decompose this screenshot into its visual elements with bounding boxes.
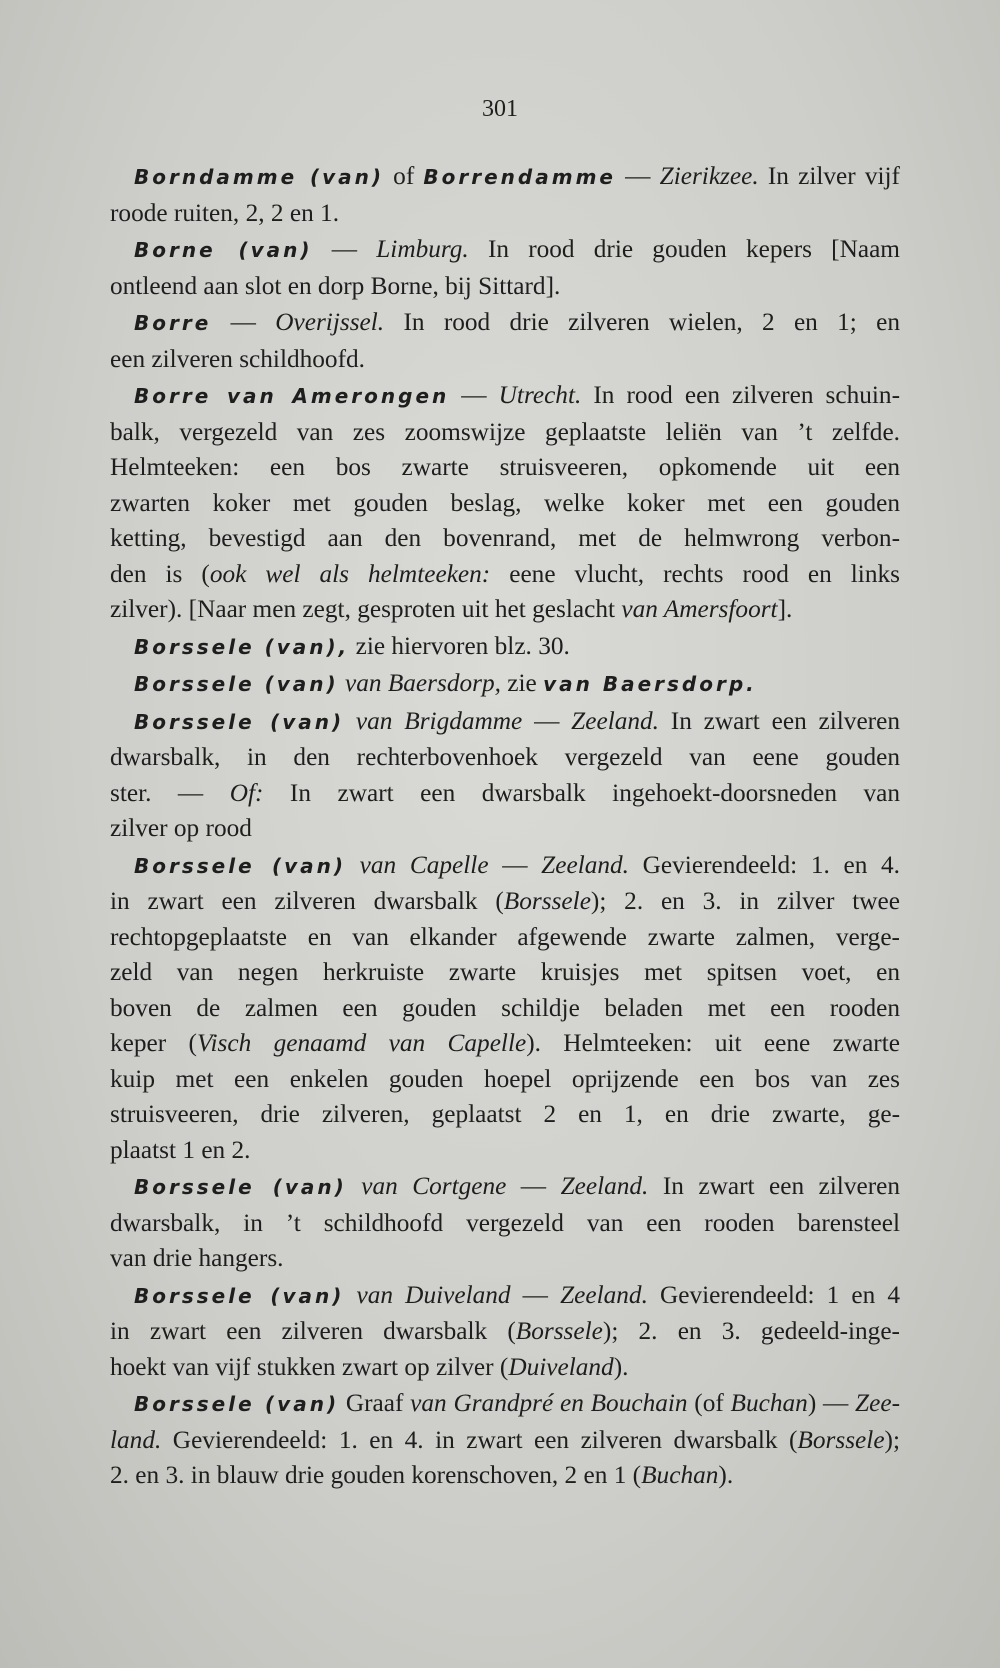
text-segment: van Grandpré en Bouchain (410, 1389, 688, 1417)
text-segment (344, 1281, 356, 1309)
text-segment: In zilver vijf (758, 162, 900, 190)
text-line (110, 1169, 900, 1206)
text-segment: struisveeren, drie zilveren, geplaatst 2 en 1, en drie zwarte, ge- (110, 1100, 900, 1128)
heraldic-entry (110, 1169, 900, 1277)
heraldic-entry (110, 666, 900, 703)
text-segment: een zilveren schildhoofd. (110, 344, 365, 373)
text-segment: zilver op rood (110, 814, 252, 842)
text-line (110, 1097, 900, 1133)
heraldic-entry (110, 629, 900, 666)
text-segment: van Capelle (359, 850, 489, 879)
text-segment: Helmteeken: een bos zwarte struisveeren, opkomende uit een (110, 453, 900, 481)
text-segment: van Amersfoort (621, 595, 778, 623)
text-segment: In zwart een zilveren (659, 706, 900, 735)
text-segment: In rood een zilveren schuin- (581, 381, 900, 409)
text-segment: Buchan (730, 1389, 808, 1417)
text-line (110, 592, 900, 628)
text-segment: zeld van negen herkruiste zwarte kruisjes met spitsen voet, en (110, 958, 900, 986)
text-segment: boven de zalmen een gouden schildje beladen met een rooden (110, 993, 900, 1022)
family-name: Borrendamme (423, 165, 616, 189)
text-segment: — (488, 850, 542, 879)
text-line (110, 486, 900, 522)
text-segment: Zeeland. (571, 706, 659, 735)
text-segment: ); (884, 1425, 900, 1454)
text-segment: ); 2. en 3. gedeeld-inge- (602, 1317, 900, 1345)
text-segment: land. (110, 1425, 162, 1454)
family-name: Borssele (van) (134, 1392, 340, 1416)
text-line (110, 1386, 900, 1423)
text-line (110, 740, 900, 776)
text-segment: — (615, 162, 660, 190)
family-name: Borssele (van) (134, 672, 339, 696)
family-name: van Baersdorp. (543, 672, 757, 696)
text-segment: Zee- (855, 1389, 900, 1417)
text-line (110, 811, 900, 847)
text-segment: rechtopgeplaatste en van elkander afgewende zwarte zalmen, verge- (110, 922, 900, 951)
text-segment: Zierikzee. (659, 162, 759, 190)
text-segment (346, 851, 360, 879)
text-segment: Of: (229, 778, 264, 807)
text-segment: van Cortgene (361, 1172, 507, 1200)
text-segment: — (510, 1280, 561, 1309)
text-segment: zilver). [Naar men zegt, gesproten uit het geslacht (110, 595, 622, 623)
text-line (110, 629, 900, 666)
text-line (110, 415, 900, 451)
text-line (110, 1350, 900, 1386)
text-segment: Visch genaamd van Capelle (196, 1029, 527, 1057)
text-segment: hoekt van vijf stukken zwart op zilver ( (110, 1352, 509, 1381)
text-segment: Zeeland. (541, 850, 629, 879)
family-name: Borssele (van) (134, 1283, 345, 1308)
heraldic-entry (110, 1278, 900, 1386)
family-name: Borre (134, 311, 212, 335)
text-segment: — (506, 1172, 561, 1200)
text-segment: dwarsbalk, in den rechterbovenhoek vergezeld van eene gouden (110, 743, 900, 771)
text-line (110, 776, 900, 812)
text-line (110, 1206, 900, 1242)
text-segment: In zwart een dwarsbalk ingehoekt-doorsneden van (263, 778, 900, 807)
text-segment: Gevierendeeld: 1. en 4. (629, 850, 900, 879)
text-segment: ontleend aan slot en dorp Borne, bij Sittard]. (110, 271, 561, 300)
family-name: Borssele (van) (134, 1175, 347, 1199)
family-name: Borne (van) (134, 238, 313, 262)
text-line (110, 884, 900, 920)
text-segment: — (522, 706, 572, 735)
text-segment: ook wel als helmteeken: (209, 559, 491, 588)
page-text (110, 158, 900, 1494)
text-segment: Graaf (339, 1389, 411, 1417)
text-line (110, 920, 900, 956)
text-segment: Zeeland. (560, 1172, 649, 1200)
text-line (110, 342, 900, 378)
text-segment: ). Helmteeken: uit eene zwarte (526, 1029, 900, 1057)
text-line (110, 955, 900, 991)
heraldic-entry (110, 1386, 900, 1494)
family-name: Borssele (van) (134, 853, 346, 878)
text-segment: plaatst 1 en 2. (110, 1135, 251, 1164)
text-segment: Utrecht. (498, 381, 582, 409)
heraldic-entry (110, 232, 900, 304)
text-line (110, 450, 900, 486)
text-line (110, 666, 900, 703)
text-segment: — (449, 381, 499, 409)
text-line (110, 378, 900, 415)
text-segment: ]. (777, 595, 793, 623)
text-segment: ) — (807, 1389, 856, 1417)
text-segment: in zwart een zilveren dwarsbalk ( (110, 887, 504, 915)
text-segment: ). (613, 1352, 629, 1381)
text-line (110, 159, 900, 196)
text-segment: (of (687, 1389, 731, 1417)
text-segment: den is ( (110, 559, 210, 588)
text-line (110, 196, 900, 232)
text-segment: eene vlucht, rechts rood en links (490, 559, 900, 588)
text-segment: in zwart een zilveren dwarsbalk ( (110, 1317, 516, 1345)
text-segment: Gevierendeeld: 1 en 4 (647, 1280, 901, 1309)
text-segment: zie hiervoren blz. 30. (349, 631, 570, 660)
text-segment: van Duiveland (356, 1280, 511, 1309)
text-segment (347, 1172, 361, 1200)
text-segment: ster. — (110, 778, 230, 807)
text-segment: Duiveland (508, 1352, 614, 1381)
text-segment: zwarten koker met gouden beslag, welke koker met een gouden (110, 488, 900, 517)
text-line (110, 1314, 900, 1350)
text-line (110, 269, 900, 305)
family-name: Borndamme (van) (134, 165, 384, 189)
text-line (110, 305, 900, 342)
text-segment: — (312, 235, 377, 263)
page-number: 301 (482, 96, 518, 122)
family-name: Borssele (van) (134, 709, 345, 734)
text-segment: Overijssel. (275, 308, 385, 336)
text-segment: Borssele (515, 1317, 603, 1345)
text-segment: In rood drie gouden kepers [Naam (468, 235, 900, 263)
heraldic-entry (110, 704, 900, 847)
text-segment: Buchan (641, 1461, 719, 1489)
text-segment: roode ruiten, 2, 2 en 1. (110, 198, 340, 227)
text-segment: zie (500, 669, 544, 697)
text-segment: ). (718, 1461, 734, 1489)
family-name: Borssele (van), (134, 634, 350, 659)
text-segment: dwarsbalk, in ’t schildhoofd vergezeld van een rooden barensteel (110, 1208, 900, 1237)
family-name: Borre van Amerongen (134, 384, 450, 408)
text-line (110, 1133, 900, 1169)
text-segment: van Brigdamme (355, 706, 523, 735)
heraldic-entry (110, 159, 900, 231)
text-segment: kuip met een enkelen gouden hoepel oprijzende een bos van zes (110, 1064, 900, 1093)
text-segment: Zeeland. (560, 1280, 648, 1309)
text-segment: Limburg. (376, 235, 469, 263)
text-line (110, 1026, 900, 1062)
text-line (110, 521, 900, 557)
text-segment: In zwart een zilveren (648, 1172, 900, 1200)
text-segment (344, 707, 356, 735)
text-segment: 2. en 3. in blauw drie gouden korenschoven, 2 en 1 ( (110, 1461, 642, 1489)
text-line (110, 1062, 900, 1098)
text-line (110, 557, 900, 593)
text-segment: — (211, 308, 276, 336)
text-line (110, 1241, 900, 1277)
heraldic-entry (110, 305, 900, 377)
text-segment: In rood drie zilveren wielen, 2 en 1; en (384, 308, 901, 336)
text-segment: of (384, 162, 424, 190)
text-line (110, 1278, 900, 1315)
text-segment: van Baersdorp, (344, 669, 501, 697)
text-segment: Borssele (797, 1425, 885, 1454)
text-line (110, 232, 900, 269)
text-segment: balk, vergezeld van zes zoomswijze geplaatste leliën van ’t zelfde. (110, 417, 900, 446)
text-segment: ); 2. en 3. in zilver twee (590, 887, 900, 915)
text-segment: Borssele (503, 887, 591, 915)
heraldic-entry (110, 848, 900, 1169)
text-segment: keper ( (110, 1029, 197, 1057)
text-line (110, 991, 900, 1027)
text-line (110, 848, 900, 885)
text-segment: Gevierendeeld: 1. en 4. in zwart een zilveren dwarsbalk ( (161, 1425, 798, 1454)
text-line (110, 1423, 900, 1459)
heraldic-entry (110, 378, 900, 628)
text-segment: van drie hangers. (110, 1244, 284, 1272)
text-line (110, 1458, 900, 1494)
text-segment: ketting, bevestigd aan den bovenrand, met de helmwrong verbon- (110, 524, 900, 552)
text-line (110, 704, 900, 741)
